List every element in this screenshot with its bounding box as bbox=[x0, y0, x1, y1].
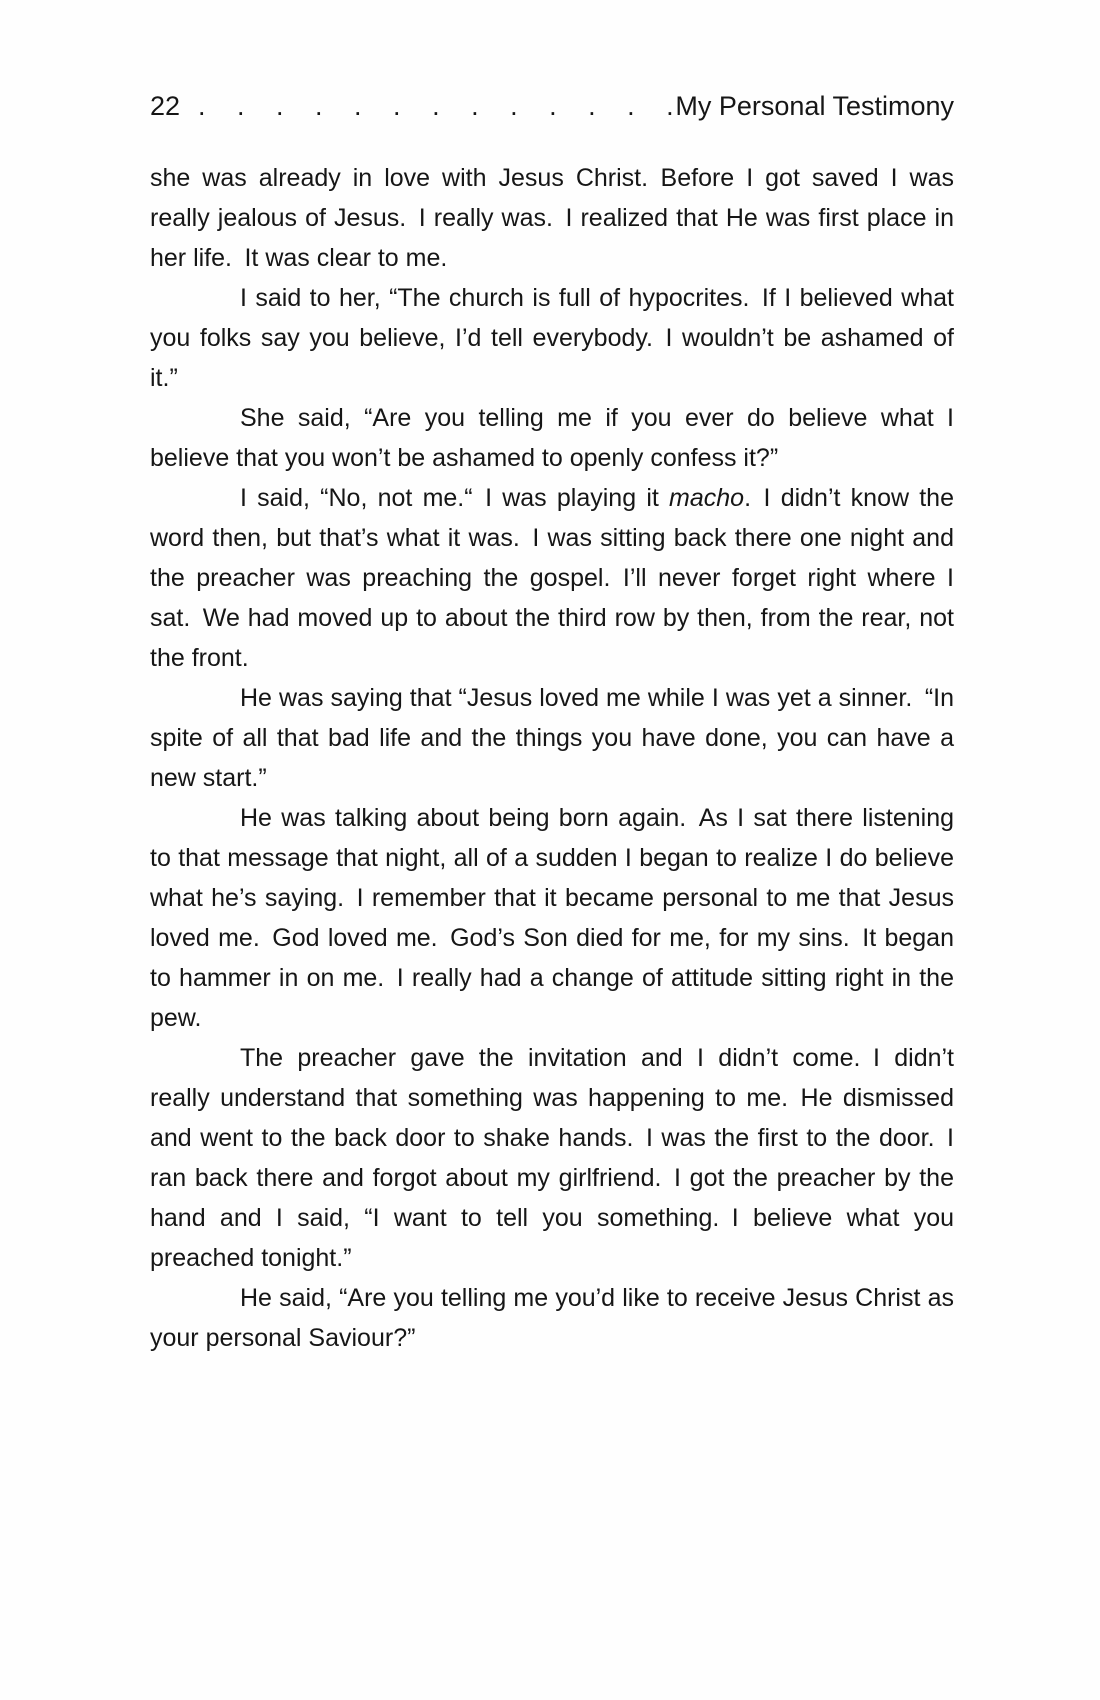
paragraph: He was saying that “Jesus loved me while I was yet a sinner. “In spite of all that bad life and the things you have done, you can have a new start.” bbox=[150, 684, 954, 792]
paragraph: She said, “Are you telling me if you ever do believe what I believe that you won’t be ashamed to openly confess it?” bbox=[150, 404, 954, 472]
page-body bbox=[0, 158, 1100, 1358]
paragraph: The preacher gave the invitation and I didn’t come. I didn’t really understand that something was happening to me. He dismissed and went to the back door to shake hands. I was the first to the door. I ran back there and forgot about my girlfriend. I got the preacher by the hand and I said, “I want to tell you something. I believe what you preached tonight.” bbox=[150, 1044, 954, 1272]
dot-leader: . . . . . . . . . . . . . bbox=[198, 91, 675, 121]
paragraph: I said to her, “The church is full of hypocrites. If I believed what you folks say you believe, I’d tell everybody. I wouldn’t be ashamed of it.” bbox=[150, 284, 954, 392]
paragraph: I said, “No, not me.“ I was playing it macho. I didn’t know the word then, but that’s what it was. I was sitting back there one night and the preacher was preaching the gospel. I’ll never forget right where I sat. We had moved up to about the third row by then, from the rear, not the front. bbox=[150, 484, 954, 672]
paragraph: He said, “Are you telling me you’d like to receive Jesus Christ as your personal Saviour?” bbox=[150, 1284, 954, 1352]
paragraph: He was talking about being born again. As I sat there listening to that message that night, all of a sudden I began to realize I do believe what he’s saying. I remember that it became personal to me that Jesus loved me. God loved me. God’s Son died for me, for my sins. It began to hammer in on me. I really had a change of attitude sitting right in the pew. bbox=[150, 804, 954, 1032]
page-number: 22 bbox=[150, 91, 181, 121]
paragraph: she was already in love with Jesus Christ. Before I got saved I was really jealous of Jesus. I really was. I realized that He was first place in her life. It was clear to me. bbox=[150, 164, 954, 272]
page-header bbox=[0, 0, 1100, 122]
running-title: My Personal Testimony bbox=[675, 91, 954, 121]
